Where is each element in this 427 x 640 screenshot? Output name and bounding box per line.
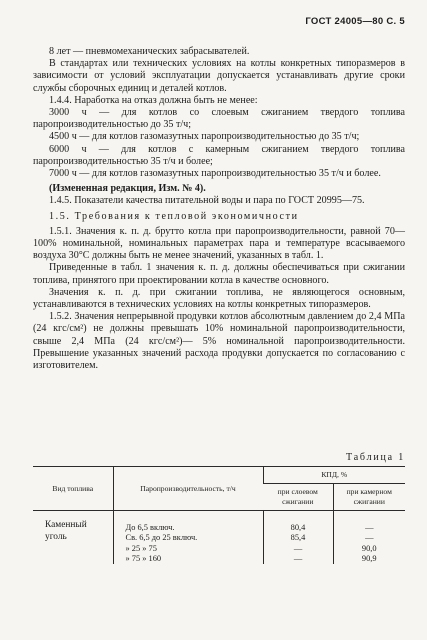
paragraph: 1.4.5. Показатели качества питательной воды и пара по ГОСТ 20995—75.: [49, 195, 365, 207]
paragraph: В стандартах или технических условиях на котлы конкретных типоразмеров в зависимости от условий эксплуатации допускается устанавливать другие сроки службы сборочных единиц и деталей котлов.: [33, 58, 405, 94]
header-layer-combustion: при слоевом сжигании: [263, 484, 333, 511]
paragraph: 4500 ч — для котлов газомазутных паропроизводительностью до 35 т/ч;: [49, 131, 360, 143]
paragraph: (Измененная редакция, Изм. № 4).: [49, 183, 206, 195]
body-text: [33, 46, 405, 372]
chamber-efficiency-cell: [333, 511, 405, 565]
capacity-cell: [113, 511, 263, 565]
cell-value: —: [365, 523, 374, 532]
cell-value: 85,4: [290, 533, 306, 543]
paragraph: 6000 ч — для котлов с камерным сжиганием твердого топлива паропроизводительностью 35 т/ч и более;: [33, 143, 405, 167]
paragraph: 8 лет — пневмомеханических забрасывателей.: [49, 46, 250, 57]
cell-value: —: [293, 553, 303, 563]
fuel-type-cell: Каменный уголь: [45, 520, 87, 542]
paragraph: 3000 ч — для котлов со слоевым сжиганием твердого топлива паропроизводительностью до 35 т/ч;: [33, 107, 405, 131]
cell-value: » 75 » 160: [125, 553, 162, 563]
cell-value: » 25 » 75: [125, 543, 157, 553]
header-fuel: Вид топлива: [33, 467, 113, 511]
layer-efficiency-cell: [263, 511, 333, 565]
cell-value: До 6,5 включ.: [125, 523, 175, 532]
header-capacity: Паропроизводительность, т/ч: [113, 467, 263, 511]
cell-value: 90,9: [361, 553, 377, 563]
cell-value: —: [365, 533, 374, 543]
cell-value: Св. 6,5 до 25 включ.: [125, 533, 198, 543]
paragraph: 1.5.2. Значения непрерывной продувки котлов абсолютным давлением до 2,4 МПа (24 кгс/см²) не должны превышать 10% номинальной паропроизводительности, свыше 2,4 МПа (24 кгс/см²)— 5% номинальной паропроизводительности. Превышение указанных значений расхода продувки допускается по согласованию с изготовителем.: [33, 311, 405, 372]
paragraph: 1.5. Требования к тепловой экономичности: [49, 210, 299, 222]
paragraph: 1.5.1. Значения к. п. д. брутто котла при паропроизводительности, равной 70—100% номинальной, номинальных параметрах пара и температуре всасываемого воздуха 30°С должны быть не менее значений, указанных в табл. 1.: [33, 225, 405, 262]
paragraph: Приведенные в табл. 1 значения к. п. д. должны обеспечиваться при сжигании топлива, принятого при проектировании котла в качестве основного.: [33, 262, 405, 286]
cell-value: 80,4: [290, 523, 306, 532]
header-chamber-combustion: при камерном сжигании: [333, 484, 405, 511]
table-caption: Таблица 1: [346, 452, 405, 463]
header-efficiency: КПД, %: [263, 467, 405, 484]
paragraph: 1.4.4. Наработка на отказ должна быть не менее:: [49, 94, 258, 106]
data-table: [33, 466, 405, 564]
paragraph: 7000 ч — для котлов газомазутных паропроизводительностью 35 т/ч и более.: [49, 168, 381, 180]
cell-value: —: [293, 543, 303, 553]
table-row: [33, 511, 405, 565]
cell-value: 90,0: [361, 543, 377, 553]
page-header: ГОСТ 24005—80 С. 5: [305, 16, 405, 27]
paragraph: Значения к. п. д. при сжигании топлива, не являющегося основным, устанавливаются в технических условиях на котлы конкретных типоразмеров.: [33, 286, 405, 311]
